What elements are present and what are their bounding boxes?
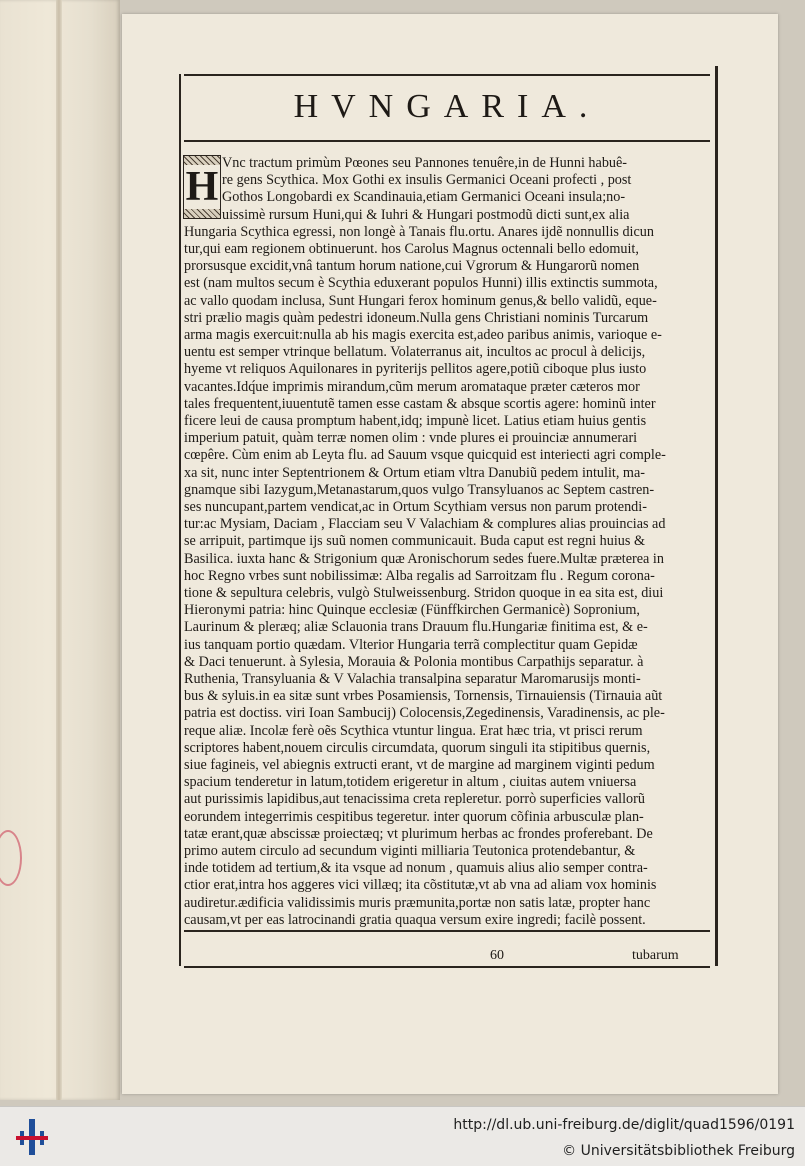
text-line: Ruthenia, Transyluania & V Valachia transalpina separatur Maromarusijs monti- <box>184 671 641 687</box>
text-line: tales frequentent,iuuentutẽ tamen esse castam & absque scortis agere: hominũ inter <box>184 395 656 412</box>
page-number: 60 <box>490 948 504 963</box>
text-line: stri prælio magis quàm pedestri idoneum.Nulla gens Christiani nominis Turcarum <box>184 309 649 326</box>
text-line: primo autem circulo ad secundum viginti milliaria Teutonica protendebantur, & <box>184 843 636 859</box>
text-line: re gens Scythica. Mox Gothi ex insulis Germanici Oceani profecti , post <box>222 172 632 189</box>
text-line: hoc Regno vrbes sunt nobilissimæ: Alba regalis ad Sarroitzam flu . Regum corona- <box>184 567 655 584</box>
text-line: Vnc tractum primùm Pœones seu Pannones tenuêre,in de Hunni habuê- <box>222 155 628 171</box>
text-line: cœpêre. Cùm enim ab Leyta flu. ad Sauum vsque quicquid est interiecti agri comple- <box>184 447 666 464</box>
text-line: vacantes.Idq́ue imprimis mirandum,cũm merum aromataque præter cæteros mor <box>184 378 640 395</box>
text-line: tione & sepultura celebris, vulgò Stulweissenburg. Stridon quoque in ea sita est, diui <box>184 585 664 601</box>
text-line: imperium patuit, quàm terræ nomen olim : vnde plures ei prouinciæ annumerari <box>184 430 638 447</box>
text-line: est (nam multos secum è Scythia eduxerant populos Hunni) illis extinctis summota, <box>184 275 658 292</box>
text-line: patria est doctiss. viri Ioan Sambucij) Colocensis,Zegedinensis, Varadinensis, ac ple- <box>184 705 665 722</box>
text-line: ctior erat,intra hos aggeres vici villæq; ita cõstitutæ,vt ab vna ad aliam vox hominis <box>184 877 657 894</box>
text-line: Hungaria Scythica egressi, non longè à Tanais flu.ortu. Anares ijdẽ nonnullis dicun <box>184 223 654 240</box>
frame-right-rule <box>715 66 718 966</box>
dropcap-letter: H <box>185 164 219 210</box>
university-logo-icon <box>12 1117 52 1157</box>
text-line: eorundem integerrimis cespitibus tegeretur. inter quorum cõfinia arbusculæ plan- <box>184 808 644 825</box>
text-line: Laurinum & pleræq; aliæ Sclauonia trans Drauum flu.Hungariæ finitima est, & e- <box>184 619 648 636</box>
text-line: tur,qui eam regionem obtinuerunt. hos Carolus Magnus octennali bello edomuit, <box>184 241 639 257</box>
text-line: scriptores habent,nouem circulis circumdata, quorum singuli ita stipitibus quernis, <box>184 739 651 756</box>
text-line: reque aliæ. Incolæ ferè oẽs Scythica vtuntur lingua. Erat hæc tria, vt prisci rerum <box>184 722 643 739</box>
text-line: arma magis exercuit:nulla ab his magis exercita est,adeo paribus animis, varioque e- <box>184 327 662 343</box>
catchword: tubarum <box>632 948 679 963</box>
page-title: HVNGARIA. <box>293 88 601 125</box>
text-line: ficere leui de causa promptum habent,idq; impunè licet. Latius etiam huius gentis <box>184 413 647 429</box>
permalink-url[interactable]: http://dl.ub.uni-freiburg.de/diglit/quad1596/0191 <box>453 1117 795 1133</box>
text-line: tatæ erant,quæ abscissæ proiectæq; vt plurimum herbas ac frondes proferebant. De <box>184 825 653 842</box>
text-line: inde totidem ad tertium,& ita vsque ad nonum , quamuis alius alio semper contra- <box>184 860 648 877</box>
text-line: ses nuncupant,partem vendicat,ac in Ortum Scythiam versus non parum protendi- <box>184 499 647 515</box>
text-line: & Daci tenuerunt. à Sylesia, Morauia & Polonia montibus Carpathijs separatur. à <box>184 653 644 670</box>
text-line: causam,vt per eas latrocinandi gratia quaqua versum exire ingredi; facilè possent. <box>184 911 646 928</box>
text-line: ius tanquam portio quædam. Vlterior Hungaria terrã complectitur quam Gepidæ <box>184 636 638 653</box>
text-line: prorsusque excidit,vnâ tantum horum natione,cui Vgrorum & Hungarorũ nomen <box>184 258 640 275</box>
text-line: aut purissimis lapidibus,aut tenacissima creta repleretur. porrò superficies vallorũ <box>184 791 645 808</box>
text-line: audiretur.ædificia validissimis muris præmunita,portæ non satis latæ, propter hanc <box>184 894 651 911</box>
frame-left-rule <box>179 74 181 966</box>
text-line: ac vallo quodam inclusa, Sunt Hungari ferox hominum genus,& bello validũ, eque- <box>184 292 657 309</box>
text-line: xa sit, nunc inter Septentrionem & Ortum etiam vltra Danubiũ pedem intulit, ma- <box>184 464 645 481</box>
footer-rule <box>184 966 710 968</box>
text-line: hyeme vt reliquos Aquilonares in pyriterijs pellitos agere,potiũ ciboque plus iusto <box>184 361 647 378</box>
bottom-rule <box>184 930 710 932</box>
text-line: uissimè rursum Huni,qui & Iuhri & Hungari postmodũ dicti sunt,ex alia <box>222 206 630 223</box>
text-line: Basilica. iuxta hanc & Strigonium quæ Aronischorum sedes fuere.Multæ præterea in <box>184 550 664 567</box>
page-gutter <box>56 0 62 1100</box>
dropcap-initial <box>183 155 221 219</box>
text-line: bus & syluis.in ea sitæ sunt vrbes Posamiensis, Tornensis, Tirnauiensis (Tirnauia aũt <box>184 688 663 705</box>
copyright-notice: © Universitätsbibliothek Freiburg <box>562 1143 795 1159</box>
text-line: Gothos Longobardi ex Scandinauia,etiam Germanici Oceani insula;no- <box>222 189 626 206</box>
text-line: gnamque sibi Iazygum,Metanastarum,quos vulgo Transyluanos ac Septem castren- <box>184 481 655 498</box>
text-line: spacium tenderetur in latum,totidem erigeretur in altum , ciuitas autem vniuersa <box>184 774 637 791</box>
text-line: se arripuit, partimque ijs suũ nomen communicauit. Buda caput est regni huius & <box>184 533 646 550</box>
text-line: tur:ac Mysiam, Daciam , Flacciam seu V Valachiam & complures alias prouincias ad <box>184 516 666 533</box>
text-line: uentu est semper vtrinque bellatum. Volaterranus ait, incultos ac procul à delicijs, <box>184 344 646 361</box>
text-line: siue fagineis, vel abiegnis extructi erant, vt de margine ad marginem viginti pedum <box>184 757 655 773</box>
top-rule <box>184 74 710 76</box>
text-line: Hieronymi patria: hinc Quinque ecclesiæ (Fünffkirchen Germanicè) Sopronium, <box>184 602 640 619</box>
title-rule <box>184 140 710 142</box>
viewer-footer <box>0 1106 805 1166</box>
